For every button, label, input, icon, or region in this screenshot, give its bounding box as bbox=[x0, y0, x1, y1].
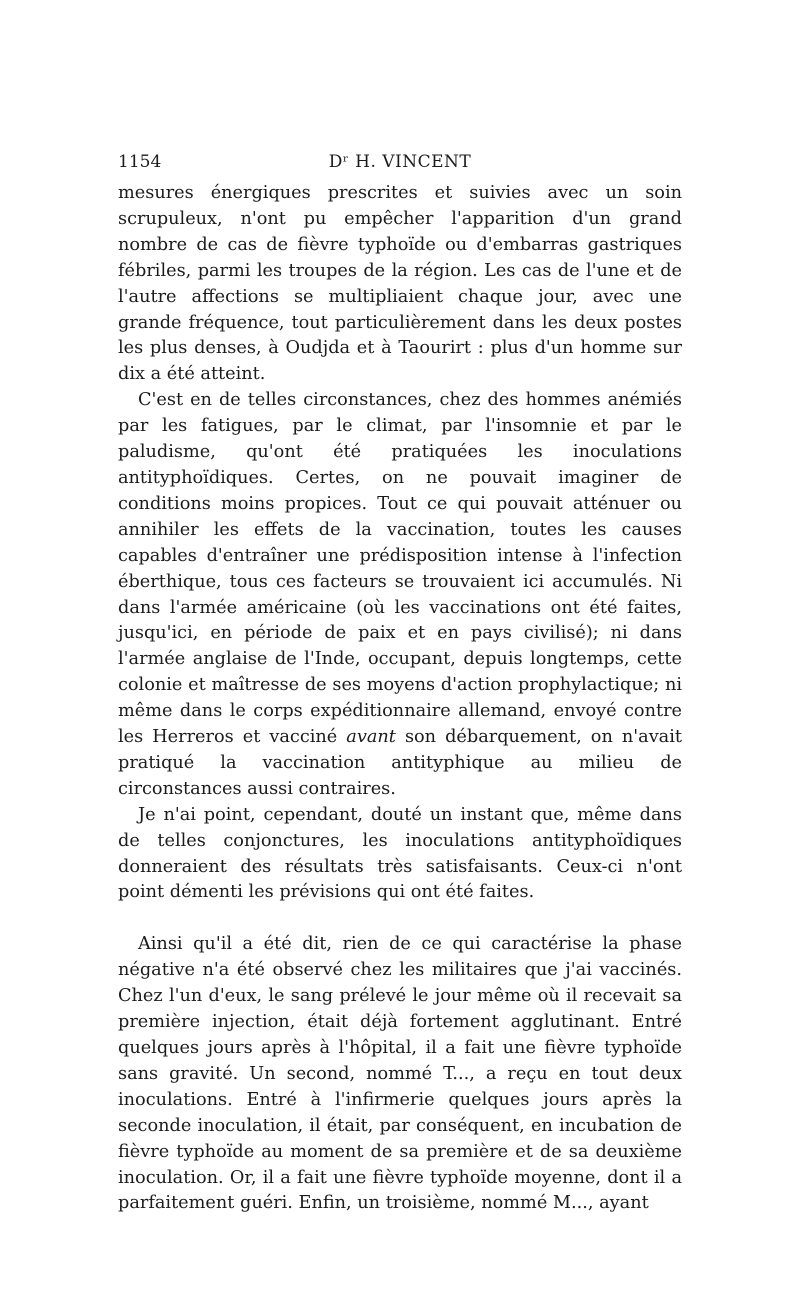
paragraph-1-text: mesures énergiques prescrites et suivies avec un soin scrupuleux, n'ont pu empêcher l'apparition d'un grand nombre de cas de fièvre typhoïde ou d'embarras gastriques fébriles, parmi les troupes de la région. Les cas de l'une et de l'autre affections se multipliaient chaque jour, avec une grande fréquence, tout particulièrement dans les deux postes les plus denses, à Oudjda et à Taourirt : plus d'un homme sur dix a été atteint. bbox=[118, 183, 682, 385]
paragraph-4 bbox=[118, 932, 682, 1217]
paragraph-3-text: Je n'ai point, cependant, douté un instant que, même dans de telles conjonctures, les inoculations antityphoïdiques donneraient des résultats très satisfaisants. Ceux-ci n'ont point démenti les prévisions qui ont été faites. bbox=[118, 804, 682, 903]
paragraph-2 bbox=[118, 388, 682, 803]
body-text bbox=[118, 181, 682, 1217]
paragraph-2-text-end: son débarquement, on n'avait pratiqué la vaccination antityphique au milieu de circonstances aussi contraires. bbox=[118, 727, 682, 799]
paragraph-2-italic-word: avant bbox=[346, 727, 396, 748]
page-header bbox=[118, 150, 682, 174]
paragraph-2-text-start: C'est en de telles circonstances, chez des hommes anémiés par les fatigues, par le climat, par l'insomnie et par le paludisme, qu'ont été pratiquées les inoculations antityphoïdiques. Certes, on ne pouvait imaginer de conditions moins propices. Tout ce qui pouvait atténuer ou annihiler les effets de la vaccination, toutes les causes capables d'entraîner une prédisposition intense à l'infection éberthique, tous ces facteurs se trouvaient ici accumulés. Ni dans l'armée américaine (où les vaccinations ont été faites, jusqu'ici, en période de paix et en pays civilisé); ni dans l'armée anglaise de l'Inde, occupant, depuis longtemps, cette colonie et maîtresse de ses moyens d'action prophylactique; ni même dans le corps expéditionnaire allemand, envoyé contre les Herreros et vacciné bbox=[118, 390, 682, 748]
page-number: 1154 bbox=[118, 152, 162, 172]
paragraph-3 bbox=[118, 803, 682, 907]
running-head: Dʳ H. VINCENT bbox=[328, 152, 472, 172]
paragraph-1 bbox=[118, 181, 682, 388]
paragraph-4-text: Ainsi qu'il a été dit, rien de ce qui caractérise la phase négative n'a été observé chez les militaires que j'ai vaccinés. Chez l'un d'eux, le sang prélevé le jour même où il recevait sa première injection, était déjà fortement agglutinant. Entré quelques jours après à l'hôpital, il a fait une fièvre typhoïde sans gravité. Un second, nommé T..., a reçu en tout deux inoculations. Entré à l'infirmerie quelques jours après la seconde inoculation, il était, par conséquent, en incubation de fièvre typhoïde au moment de sa première et de sa deuxième inoculation. Or, il a fait une fièvre typhoïde moyenne, dont il a parfaitement guéri. Enfin, un troisième, nommé M..., ayant bbox=[118, 934, 682, 1214]
